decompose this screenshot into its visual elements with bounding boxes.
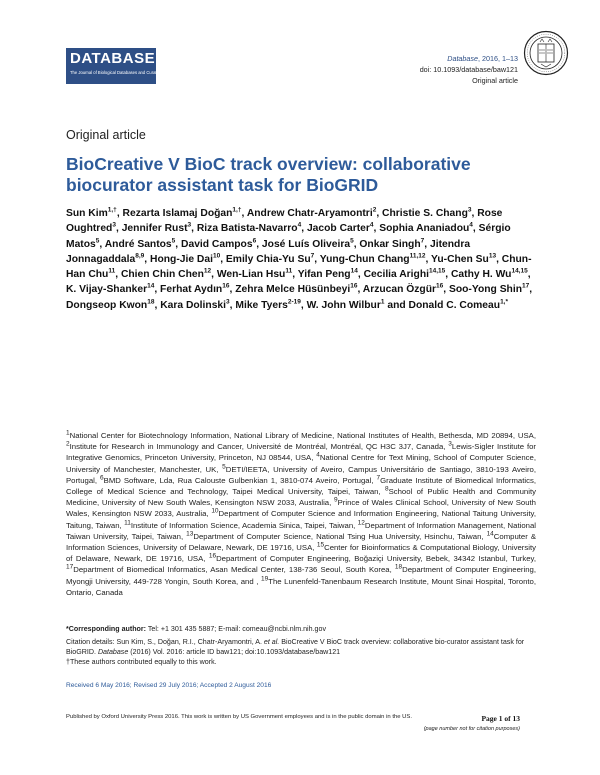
author [105, 239, 176, 250]
citation-details [66, 637, 536, 657]
affiliation-marker: 7 [376, 474, 381, 482]
affiliation-text: Lewis-Sigler Institute for Integrative Genomics, Princeton University, Princeton, NJ 08544, USA, [66, 442, 536, 463]
page-number: Page 1 of 13 [481, 714, 520, 723]
author-affiliation-marker: 4 [297, 221, 302, 229]
author-affiliation-marker: 18 [147, 298, 155, 306]
author-affiliation-marker: 14,15 [511, 267, 528, 275]
author-name: Cathy H. Wu [451, 269, 512, 281]
author [364, 269, 446, 280]
affiliation-text: Computer & Information Sciences, University of Delaware, Newark, DE 19716, USA, [66, 531, 536, 553]
citation-middle: BioCreative V BioC track overview: collaborative bio-curator assistant task for BioGRID. [66, 638, 525, 656]
author-name: Sérgio Matos [66, 223, 511, 250]
affiliation-marker: 19 [260, 575, 269, 583]
author-name: Chun-Han Chu [66, 253, 532, 281]
author-name: Dongseop Kwon [66, 299, 148, 311]
author-name: Cecilia Arighi [363, 269, 429, 281]
citation-et-al: et al. [263, 638, 280, 646]
author-affiliation-marker: 5 [350, 237, 354, 245]
affiliations [66, 430, 536, 598]
affiliation-text: DETI/IEETA, University of Aveiro, Campus Universitário de Santiago, 3810-193 Aveiro, Portugal, [66, 464, 536, 485]
affiliation-text: Department of Biomedical Informatics, Asan Medical Center, 138-736 Seoul, South Korea, [73, 565, 395, 575]
affiliation-text: Department of Computer Engineering, Myongji University, 449-728 Yongin, South Korea, and , [66, 565, 536, 586]
author-name: Yu-Chen Su [431, 253, 489, 265]
journal-name: Database [447, 54, 479, 63]
affiliation-marker: 16 [208, 552, 217, 560]
author-name: Andrew Chatr-Aryamontri [246, 208, 373, 219]
author [181, 239, 256, 250]
correspondence-block [66, 624, 536, 667]
author-affiliation-marker: 13 [488, 252, 497, 260]
author [379, 223, 473, 234]
author-name: Soo-Yong Shin [448, 284, 523, 296]
affiliation-text: Institute of Information Science, Academia Sinica, Taipei, Taiwan, [130, 520, 358, 530]
author-affiliation-marker: 2-19 [287, 298, 301, 306]
affiliation-text: Department of Computer Science, National Tsing Hua University, Hsinchu, Taiwan, [193, 531, 487, 541]
affiliation-marker: 1 [66, 429, 70, 437]
citation-prefix: Citation details: Sun Kim, S., Doğan, R.I., Chatr-Aryamontri, A. [66, 638, 264, 646]
affiliation-marker: 6 [100, 474, 104, 482]
author-name: Hong-Jie Dai [150, 253, 213, 265]
author-name: José Luís Oliveira [261, 238, 351, 250]
affiliation-marker: 18 [394, 563, 403, 571]
author-affiliation-marker: 11 [108, 267, 116, 275]
author-affiliation-marker: 16 [436, 283, 444, 291]
author-affiliation-marker: 1,† [232, 206, 242, 214]
affiliation [66, 442, 448, 451]
author-name: W. John Wilbur [306, 299, 381, 311]
author [150, 254, 220, 265]
author-affiliation-marker: 3 [467, 206, 472, 214]
author-name: Jacob Carter [306, 223, 370, 235]
author-affiliation-marker: 2 [372, 206, 377, 214]
affiliation-marker: 17 [66, 563, 74, 571]
affiliation-marker: 15 [316, 541, 325, 549]
author-list: Sun Kim$^{1,\dagger}$, Rezarta Islamaj Doğan$^{1,\dagger}$, Andrew Chatr-Aryamontri$^2$, Christie S. Chang$^3$, Rose Oughtred$^3$, Jennifer Rust$^3$, Riza Batista-Navarro$^4$, Jacob Carter$^4$, Sophia Ananiadou$^4$, Sérgio Matos$^5$, André Santos$^5$, David Campos$^6$, José Luís Oliveira$^5$, Onkar Singh$^7$, Jitendra Jonnagaddala$^{8,9}$, Hong-Jie Dai$^{10}$, Emily Chia-Yu Su$^7$, Yung-Chun Chang$^{11,12}$, Yu-Chen Su$^{13}$, Chun-Han Chu$^{11}$, Chien Chin Chen$^{12}$, Wen-Lian Hsu$^{11}$, Yifan Peng$^{14}$, Cecilia Arighi$^{14,15}$, Cathy H. Wu$^{14,15}$, K. Vijay-Shanker$^{14}$, Ferhat Aydın$^{16}$, Zehra Melce Hüsünbeyi$^{16}$, Arzucan Özgür$^{16}$, Soo-Yong Shin$^{17}$, Dongseop Kwon$^{18}$, Kara Dolinski$^3$, Mike Tyers$^{2-19}$, W. John Wilbur$^1$ and Donald C. Comeau$^{1,*}$ [66, 206, 533, 311]
author [409, 300, 509, 311]
affiliation [209, 554, 536, 563]
author [217, 269, 292, 280]
affiliation-text: Department of Computer Science and Information Engineering, National Taitung University, Taitung, Taiwan, [66, 509, 536, 530]
author-name: Wen-Lian Hsu [216, 269, 286, 281]
affiliation-text: Institute for Research in Immunology and Cancer, Université de Montréal, Montréal, QC H3C 3J7, Canada, [69, 442, 449, 452]
author-affiliation-marker: 4 [469, 221, 473, 229]
affiliation-marker: 5 [222, 463, 226, 471]
author-name: Yifan Peng [297, 269, 351, 281]
author-name: Emily Chia-Yu Su [225, 253, 311, 265]
author-name: Sophia Ananiadou [379, 223, 470, 235]
citation-suffix: (2016) Vol. 2016: article ID baw121; doi:10.1093/database/baw121 [128, 648, 341, 656]
affiliation-marker: 8 [384, 485, 389, 493]
author [431, 254, 496, 265]
affiliation-text: Prince of Wales Clinical School, University of New South Wales, Kensington NSW 2033, Australia, [66, 498, 536, 519]
author [121, 269, 211, 280]
affiliation-marker: 3 [448, 440, 452, 448]
received-dates: Received 6 May 2016; Revised 29 July 2016; Accepted 2 August 2016 [66, 682, 272, 689]
author [262, 239, 354, 250]
section-label: Original article [66, 128, 146, 142]
author-name: Jitendra Jonnagaddala [66, 238, 471, 265]
affiliation-text: Graduate Institute of Biomedical Informatics, College of Medical Science and Technology, Taipei Medical University, Taipei, Taiwan, [66, 475, 536, 497]
affiliation-marker: 12 [357, 519, 365, 527]
author [66, 208, 117, 219]
affiliation-text: Department of Information Management, National Taiwan University, Taipei, Taiwan, [66, 520, 536, 541]
journal-pages: , 2016, 1–13 [478, 54, 518, 63]
author [160, 284, 229, 295]
oxford-university-seal-icon [523, 30, 569, 76]
author-name: André Santos [104, 238, 172, 250]
affiliation-text: BMD Software, Lda, Rua Calouste Gulbenkian 1, 3810-074 Aveiro, Portugal, [103, 475, 377, 485]
doi: doi: 10.1093/database/baw121 [419, 65, 518, 74]
author-name: Ferhat Aydın [160, 284, 223, 296]
author-name: David Campos [181, 238, 253, 250]
affiliation-text: National Center for Biotechnology Information, National Library of Medicine, National Institutes of Health, Bethesda, MD 20894, USA, [69, 431, 536, 440]
author [123, 208, 242, 219]
author [66, 300, 154, 311]
author-name: Mike Tyers [235, 299, 288, 311]
affiliation-marker: 9 [333, 496, 338, 504]
author [382, 208, 471, 219]
affiliation [66, 565, 395, 574]
affiliation-text: School of Public Health and Community Medicine, University of New South Wales, Kensington NSW 2033, Australia, [66, 487, 536, 508]
author [197, 223, 301, 234]
journal-reference [420, 53, 518, 86]
corresponding-label: *Corresponding author: [66, 625, 146, 633]
author-affiliation-marker: 5 [171, 237, 176, 245]
corresponding-contact: Tel: +1 301 435 5887; E-mail: comeau@ncbi.nlm.nih.gov [146, 625, 326, 633]
affiliation-marker: 10 [211, 507, 219, 515]
author [235, 300, 300, 311]
affiliation-marker: 11 [124, 519, 131, 527]
author [307, 300, 385, 311]
page-number-note: (page number not for citation purposes) [423, 726, 520, 732]
author-affiliation-marker: 3 [226, 298, 230, 306]
author-name: Rezarta Islamaj Doğan [122, 208, 233, 219]
author [451, 269, 528, 280]
journal-logo [66, 48, 163, 84]
affiliation-marker: 2 [66, 440, 70, 448]
author [363, 284, 443, 295]
article-title: BioCreative V BioC track overview: collaborative biocurator assistant task for BioGRID [66, 154, 471, 195]
affiliation-text: National Centre for Text Mining, School of Computer Science, University of Manchester, Manchester, UK, [66, 453, 537, 474]
author-name: Yung-Chun Chang [319, 253, 410, 265]
author [320, 254, 426, 265]
author-affiliation-marker: 14 [350, 267, 358, 275]
author-name: Sun Kim [66, 208, 108, 219]
affiliation-marker: 13 [186, 530, 194, 538]
affiliation-text: The Lunenfeld-Tanenbaum Research Institute, Mount Sinai Hospital, Toronto, Ontario, Canada [66, 576, 536, 597]
author-name: Chien Chin Chen [120, 269, 204, 281]
author-name: Rose Oughtred [66, 208, 503, 235]
equal-contribution-note: †These authors contributed equally to this work. [66, 658, 217, 666]
author-name: Jennifer Rust [121, 223, 188, 235]
affiliation [124, 521, 358, 530]
author-affiliation-marker: 11,12 [409, 252, 426, 260]
author [122, 223, 191, 234]
author-affiliation-marker: 17 [522, 283, 530, 291]
author [298, 269, 358, 280]
citation-journal: Database [97, 648, 129, 656]
author-affiliation-marker: 8,9 [135, 252, 145, 260]
author-affiliation-marker: 14,15 [428, 267, 446, 275]
affiliation-marker: 14 [486, 530, 494, 538]
author-affiliation-marker: 12 [203, 267, 212, 275]
affiliation-marker: 4 [316, 451, 320, 459]
author-affiliation-marker: 3 [187, 221, 192, 229]
author [247, 208, 377, 219]
author [235, 284, 357, 295]
affiliation [66, 431, 536, 440]
author-name: K. Vijay-Shanker [66, 284, 148, 296]
logo-subtitle: The Journal of Biological Databases and Curation [70, 70, 163, 75]
author [66, 284, 154, 295]
affiliation [100, 476, 376, 485]
publisher-note: Published by Oxford University Press 2016. This work is written by US Government employees and is in the public domain in the US. [66, 714, 412, 720]
author [160, 300, 229, 311]
logo-title: DATABASE [70, 50, 156, 67]
author-affiliation-marker: 10 [212, 252, 221, 260]
author-affiliation-marker: 3 [112, 221, 116, 229]
author-affiliation-marker: 16 [350, 283, 358, 291]
author-affiliation-marker: 14 [147, 283, 155, 291]
author-affiliation-marker: 1,† [107, 206, 117, 214]
author-affiliation-marker: 7 [310, 252, 315, 260]
affiliation-text: Department of Computer Engineering, Boğaziçi University, Bebek, 34342 Istanbul, Turkey, [216, 554, 536, 564]
author [226, 254, 314, 265]
affiliation-text: Center for Bioinformatics & Computational Biology, University of Delaware, Newark, DE 19716, USA, [66, 543, 536, 564]
author-name: Arzucan Özgür [362, 284, 437, 296]
author-affiliation-marker: 6 [252, 237, 257, 245]
author [359, 239, 424, 250]
author-name: Kara Dolinski [160, 299, 227, 311]
author-affiliation-marker: 7 [420, 237, 425, 245]
author-affiliation-marker: 5 [95, 237, 100, 245]
author-name: Christie S. Chang [382, 208, 468, 219]
header-article-type: Original article [472, 76, 518, 85]
author-affiliation-marker: 16 [222, 283, 230, 291]
author-name: Onkar Singh [359, 238, 421, 250]
author-affiliation-marker: 4 [369, 221, 374, 229]
author [449, 284, 529, 295]
corresponding-author [66, 624, 536, 634]
author-affiliation-marker: 1 [380, 298, 385, 306]
author-name: Donald C. Comeau [408, 299, 501, 311]
author-name: Zehra Melce Hüsünbeyi [235, 284, 351, 296]
affiliation [186, 532, 486, 541]
author-affiliation-marker: 11 [285, 267, 293, 275]
author-affiliation-marker: 1,* [500, 298, 509, 306]
author [307, 223, 374, 234]
author-name: Riza Batista-Navarro [196, 223, 298, 235]
